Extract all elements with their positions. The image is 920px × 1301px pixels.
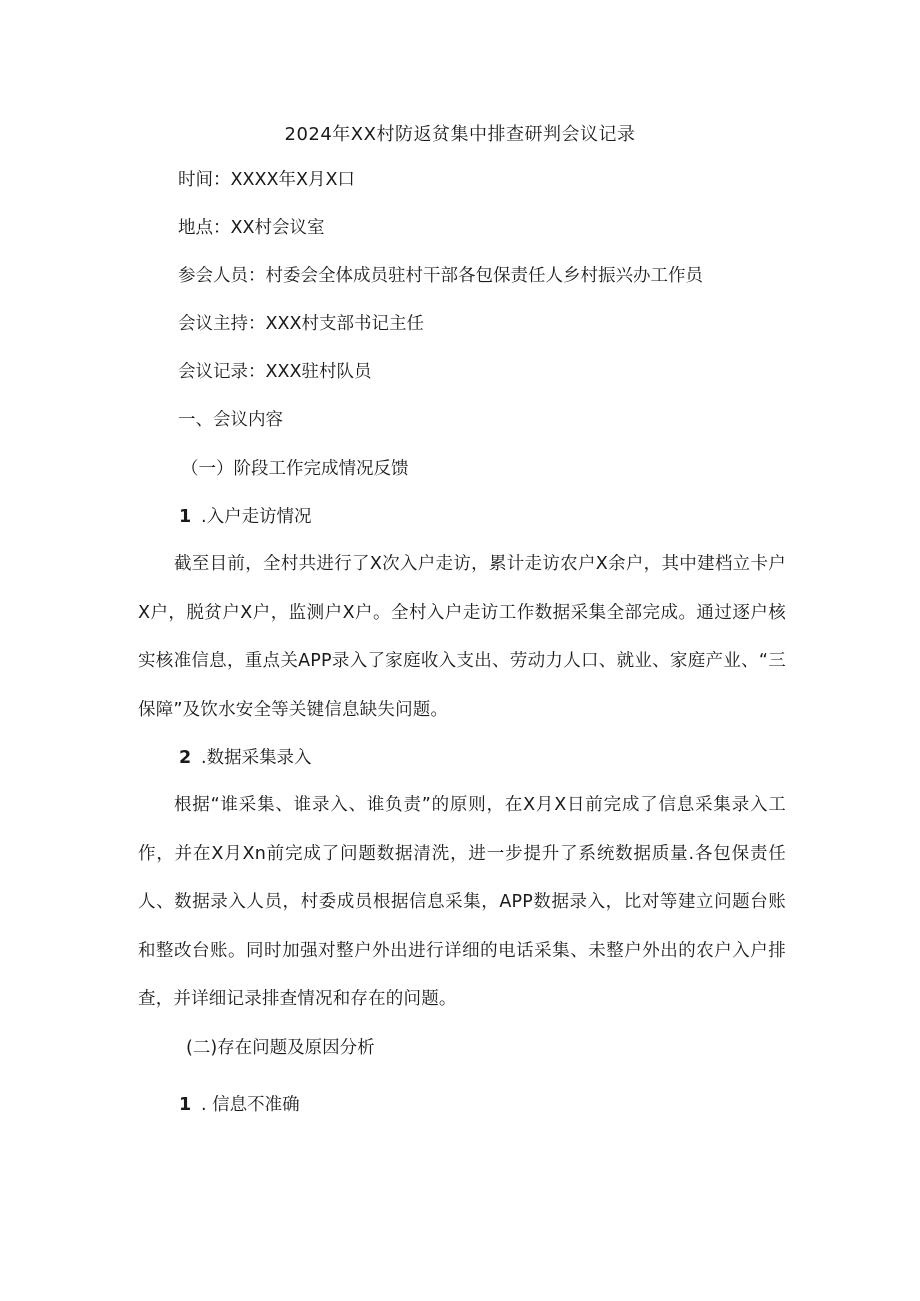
item-title: .入户走访情况: [201, 507, 312, 527]
meeting-attendees: 参会人员：村委会全体成员驻村干部各包保责任人乡村振兴办工作员: [178, 266, 703, 286]
item-heading-inaccurate-info: [179, 1091, 300, 1119]
meeting-host: 会议主持：XXX村支部书记主任: [178, 314, 424, 334]
document-title: 2024年XX村防返贫集中排查研判会议记录: [284, 124, 636, 145]
item-number: 1: [179, 1095, 192, 1115]
item-number: 1: [179, 507, 192, 527]
paragraph-data-collection: 根据“谁采集、谁录入、谁负责”的原则，在X月X日前完成了信息采集录入工作，并在X月Xn前完成了问题数据清洗，进一步提升了系统数据质量.各包保责任人、数据录入人员，村委成员根据信息采集，APP数据录入，比对等建立问题台账和整改台账。同时加强对整户外出进行详细的电话采集、未整户外出的农户入户排查，并详细记录排查情况和存在的问题。: [138, 795, 786, 1009]
item-number: 2: [179, 748, 192, 768]
paragraph-household-visits: 截至目前，全村共进行了X次入户走访，累计走访农户X余户，其中建档立卡户X户，脱贫户X户，监测户X户。全村入户走访工作数据采集全部完成。通过逐户核实核准信息，重点关APP录入了家庭收入支出、劳动力人口、就业、家庭产业、“三保障”及饮水安全等关键信息缺失问题。: [138, 554, 786, 720]
item-title: .数据采集录入: [201, 748, 312, 768]
subsection-heading-progress-feedback: （一）阶段工作完成情况反馈: [181, 459, 409, 479]
item-heading-data-collection: [179, 744, 312, 772]
meeting-recorder: 会议记录：XXX驻村队员: [178, 362, 372, 382]
meeting-time: 时间：XXXX年X月X口: [178, 170, 355, 190]
meeting-place: 地点：XX村会议室: [178, 218, 325, 238]
section-heading-meeting-content: 一、会议内容: [178, 410, 283, 430]
subsection-heading-problems-analysis: (二)存在问题及原因分析: [186, 1038, 375, 1058]
item-title: . 信息不准确: [201, 1095, 300, 1115]
item-heading-household-visits: [179, 503, 312, 531]
